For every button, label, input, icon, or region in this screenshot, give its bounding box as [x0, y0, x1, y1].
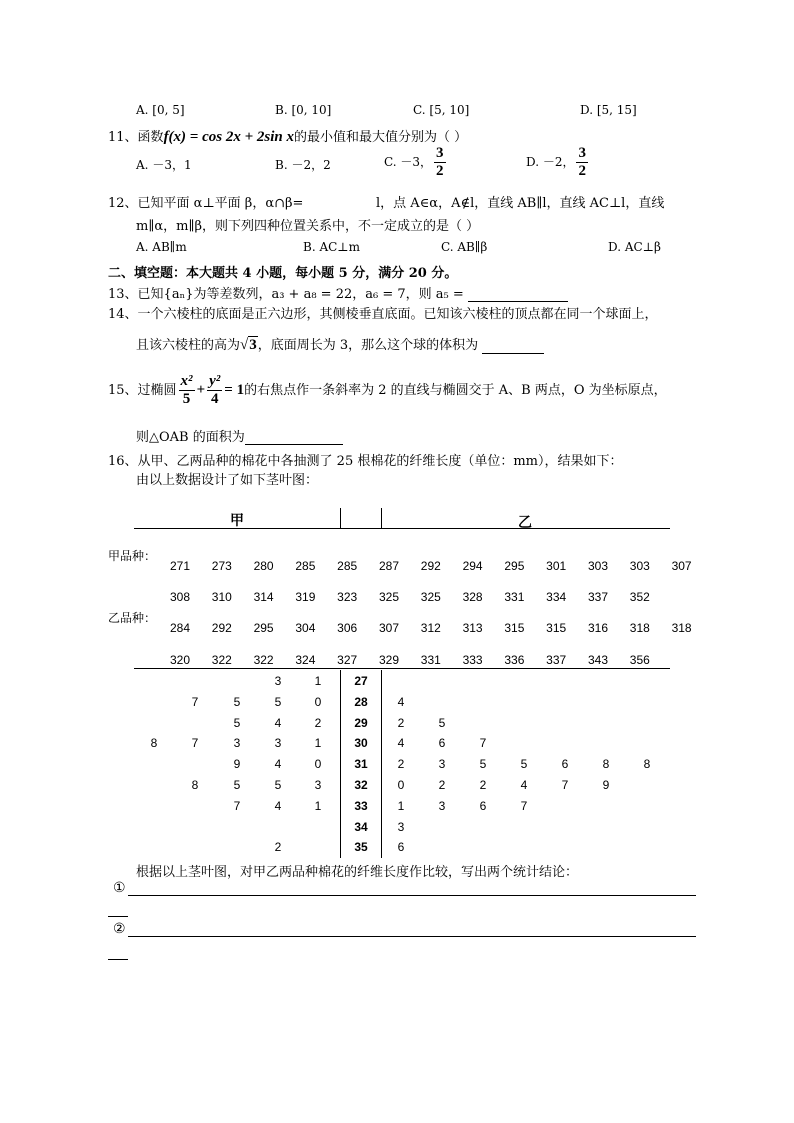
- data-cell: 285: [295, 559, 316, 573]
- leaf-left: 4: [274, 715, 282, 730]
- leaf-right: 9: [602, 778, 610, 792]
- leaf-right: 7: [520, 798, 528, 813]
- q11-number: 11、: [108, 130, 138, 145]
- leaf-left: 0: [314, 757, 322, 772]
- q13-answer-blank: [468, 289, 568, 302]
- leaf-right: 8: [643, 757, 651, 772]
- q11-option-d: D. －2， $\frac{3}{2}$: [526, 145, 586, 179]
- data-cell: 316: [587, 621, 609, 635]
- leaf-right: 7: [479, 736, 487, 751]
- table-divider: [134, 668, 670, 669]
- conclusion-line-1-tail: [108, 916, 128, 917]
- data-cell: 292: [211, 621, 232, 635]
- leaf-left: 3: [274, 674, 282, 688]
- leaf-right: 4: [520, 778, 528, 792]
- q12-option-a: A. AB∥m: [136, 240, 187, 254]
- leaf-left: 7: [191, 694, 199, 709]
- q15-line1: 15、过椭圆 $\frac{\text{x²}}{5}$ + $\frac{\text{y²}}{4}$ = 1的右焦点作一条斜率为 2 的直线与椭圆交于 A、B 两点，O 为坐标原点，: [108, 373, 667, 407]
- leaf-left: 3: [233, 736, 241, 751]
- data-cell: 280: [253, 559, 274, 573]
- conclusion-line-1[interactable]: [128, 895, 696, 896]
- data-cell: 306: [337, 621, 358, 635]
- data-cell: 329: [378, 653, 400, 667]
- data-cell: 307: [671, 559, 692, 573]
- jia-label: 甲品种：: [108, 549, 157, 563]
- q16-line1: 16、从甲、乙两品种的棉花中各抽测了 25 根棉花的纤维长度（单位：mm），结果如下：: [108, 454, 623, 469]
- data-cell: 318: [629, 621, 650, 635]
- data-cell: 308: [169, 590, 191, 604]
- data-cell: 331: [420, 653, 441, 667]
- conclusion-mark-1: ①: [113, 880, 126, 896]
- leaf-right: 5: [438, 715, 446, 730]
- data-cell: 337: [546, 653, 567, 667]
- leaf-right: 8: [602, 757, 610, 772]
- q11-option-c: C. －3， $\frac{3}{2}$: [384, 145, 444, 179]
- data-cell: 273: [211, 559, 232, 573]
- leaf-left: 7: [233, 798, 241, 813]
- data-cell: 322: [253, 653, 274, 667]
- data-cell: 334: [546, 590, 567, 604]
- leaf-right: 7: [561, 778, 569, 792]
- data-cell: 337: [587, 590, 609, 604]
- leaf-left: 5: [274, 694, 282, 709]
- stem-value: 33: [354, 798, 368, 813]
- data-cell: 287: [378, 559, 400, 573]
- q12-line1b: l，点 A∈α，A∉l，直线 AB∥l，直线 AC⊥l，直线: [376, 196, 665, 211]
- leaf-right: 2: [397, 757, 405, 772]
- data-cell: 307: [378, 621, 400, 635]
- leaf-left: 5: [233, 778, 241, 792]
- q11-option-a: A. －3，1: [136, 158, 192, 172]
- leaf-left: 2: [274, 840, 282, 855]
- data-cell: 328: [462, 590, 483, 604]
- data-cell: 319: [295, 590, 316, 604]
- data-cell: 320: [169, 653, 191, 667]
- leaf-left: 5: [274, 778, 282, 792]
- leaf-right: 4: [397, 736, 405, 751]
- data-cell: 324: [295, 653, 316, 667]
- leaf-left: 4: [274, 798, 282, 813]
- leaf-right: 3: [438, 757, 446, 772]
- stem-divider-right: [381, 670, 382, 858]
- data-cell: 285: [337, 559, 358, 573]
- leaf-right: 2: [479, 778, 487, 792]
- q11-option-b: B. －2，2: [275, 158, 331, 172]
- conclusion-prompt: 根据以上茎叶图，对甲乙两品种棉花的纤维长度作比较，写出两个统计结论：: [136, 865, 579, 880]
- question-13: 13、已知{aₙ}为等差数列，a₃ + a₈ = 22，a₆ = 7，则 a₅ =: [108, 283, 568, 302]
- header-underline: [134, 528, 670, 529]
- q11-formula: f(x) = cos 2x + 2sin x: [163, 129, 294, 145]
- leaf-left: 1: [314, 736, 322, 751]
- q10-option-a: A. [0, 5]: [136, 103, 185, 117]
- leaf-right: 4: [397, 694, 405, 709]
- stem-value: 32: [354, 778, 368, 792]
- leaf-left: 5: [233, 715, 241, 730]
- q12-option-d: D. AC⊥β: [608, 240, 661, 254]
- q11-prefix: 函数: [137, 130, 164, 145]
- conclusion-line-2[interactable]: [128, 936, 696, 937]
- leaf-right: 6: [561, 757, 569, 772]
- q12-option-b: B. AC⊥m: [303, 240, 360, 254]
- data-cell: 312: [420, 621, 441, 635]
- q16-line2: 由以上数据设计了如下茎叶图：: [136, 473, 319, 488]
- stem-value: 34: [354, 819, 368, 834]
- leaf-right: 6: [438, 736, 446, 751]
- leaf-left: 2: [314, 715, 322, 730]
- stem-divider-left: [340, 670, 341, 858]
- question-11: [108, 126, 467, 146]
- q12-line1a: 12、已知平面 α⊥平面 β，α∩β=: [108, 196, 304, 211]
- data-cell: 318: [671, 621, 692, 635]
- data-cell: 271: [169, 559, 191, 573]
- stem-value: 27: [354, 674, 368, 688]
- leaf-right: 5: [520, 757, 528, 772]
- leaf-left: 3: [274, 736, 282, 751]
- data-cell: 304: [295, 621, 316, 635]
- leaf-right: 3: [438, 798, 446, 813]
- conclusion-line-2-tail: [108, 959, 128, 960]
- header-divider-left: [340, 508, 341, 528]
- q10-option-b: B. [0, 10]: [275, 103, 332, 117]
- leaf-right: 5: [479, 757, 487, 772]
- section-2-title: 二、填空题：本大题共 4 小题，每小题 5 分，满分 20 分。: [108, 266, 458, 281]
- q10-option-d: D. [5, 15]: [580, 103, 637, 117]
- leaf-right: 1: [397, 798, 405, 813]
- data-cell: 336: [504, 653, 525, 667]
- leaf-right: 3: [397, 819, 405, 834]
- leaf-right: 0: [397, 778, 405, 792]
- stem-value: 28: [354, 694, 368, 709]
- data-cell: 310: [211, 590, 232, 604]
- leaf-left: 7: [191, 736, 199, 751]
- stem-value: 31: [354, 757, 368, 772]
- data-cell: 315: [504, 621, 525, 635]
- data-cell: 292: [420, 559, 441, 573]
- data-cell: 313: [462, 621, 483, 635]
- leaf-left: 8: [150, 736, 158, 751]
- stem-value: 35: [354, 840, 368, 855]
- data-cell: 315: [546, 621, 567, 635]
- q12-option-c: C. AB∥β: [441, 240, 488, 254]
- leaf-left: 4: [274, 757, 282, 772]
- data-cell: 325: [378, 590, 400, 604]
- data-cell: 333: [462, 653, 483, 667]
- conclusion-mark-2: ②: [113, 921, 126, 937]
- header-yi: 乙: [518, 514, 532, 530]
- leaf-left: 8: [191, 778, 199, 792]
- data-cell: 331: [504, 590, 525, 604]
- leaf-left: 5: [233, 694, 241, 709]
- q11-suffix: 的最小值和最大值分别为（ ）: [294, 130, 468, 145]
- data-cell: 284: [169, 621, 191, 635]
- leaf-right: 2: [438, 778, 446, 792]
- q15-answer-blank: [245, 432, 343, 445]
- leaf-left: 1: [314, 674, 322, 688]
- header-divider-right: [381, 508, 382, 528]
- leaf-right: 6: [479, 798, 487, 813]
- q14-line2: 且该六棱柱的高为√3，底面周长为 3，那么这个球的体积为: [136, 334, 544, 354]
- data-cell: 322: [211, 653, 232, 667]
- data-cell: 303: [629, 559, 650, 573]
- data-cell: 294: [462, 559, 483, 573]
- leaf-right: 2: [397, 715, 405, 730]
- data-cell: 295: [253, 621, 274, 635]
- q14-line1: 14、一个六棱柱的底面是正六边形，其侧棱垂直底面。已知该六棱柱的顶点都在同一个球面上，: [108, 307, 658, 322]
- leaf-left: 9: [233, 757, 241, 772]
- data-cell: 323: [337, 590, 358, 604]
- leaf-left: 0: [314, 694, 322, 709]
- data-cell: 352: [629, 590, 650, 604]
- leaf-left: 3: [314, 778, 322, 792]
- stem-value: 30: [354, 736, 368, 751]
- leaf-right: 6: [397, 840, 405, 855]
- leaf-left: 1: [314, 798, 322, 813]
- yi-label: 乙品种：: [108, 611, 157, 625]
- header-jia: 甲: [230, 512, 244, 528]
- data-cell: 325: [420, 590, 441, 604]
- q14-answer-blank: [482, 341, 544, 354]
- data-cell: 303: [587, 559, 609, 573]
- data-cell: 314: [253, 590, 274, 604]
- q15-line2: 则△OAB 的面积为: [136, 426, 343, 445]
- data-cell: 343: [587, 653, 609, 667]
- stem-value: 29: [354, 715, 368, 730]
- q12-line2: m∥α，m∥β，则下列四种位置关系中，不一定成立的是（ ）: [136, 219, 480, 234]
- data-cell: 327: [337, 653, 358, 667]
- data-cell: 295: [504, 559, 525, 573]
- q10-option-c: C. [5, 10]: [413, 103, 470, 117]
- data-cell: 356: [629, 653, 650, 667]
- data-cell: 301: [546, 559, 567, 573]
